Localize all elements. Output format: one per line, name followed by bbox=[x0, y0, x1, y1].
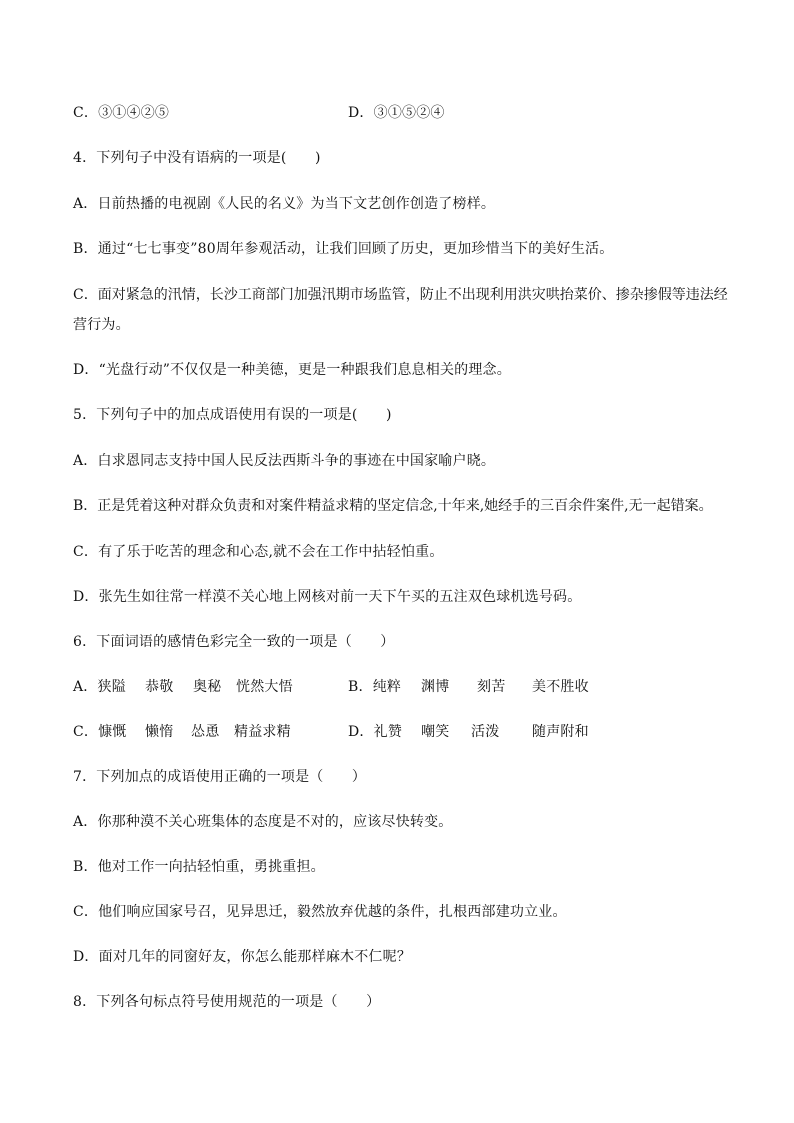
q6-option-b-word4: 美不胜收 bbox=[532, 679, 589, 695]
q6-option-c-word2: 懒惰 bbox=[145, 724, 174, 740]
q6-option-a-word3: 奥秘 bbox=[193, 679, 222, 695]
q6-option-a-word4: 恍然大悟 bbox=[236, 679, 293, 695]
q6-option-d-word4: 随声附和 bbox=[532, 724, 589, 740]
q5-option-c: C．有了乐于吃苦的理念和心态,就不会在工作中拈轻怕重。 bbox=[73, 544, 444, 560]
q7-option-d: D．面对几年的同窗好友，你怎么能那样麻木不仁呢？ bbox=[73, 949, 412, 965]
q6-option-a-word2: 恭敬 bbox=[145, 679, 174, 695]
q6-option-c-label: C．慷慨 bbox=[73, 724, 127, 740]
q4-option-d: D．“光盘行动”不仅仅是一种美德，更是一种跟我们息息相关的理念。 bbox=[73, 362, 511, 378]
q5-option-d: D．张先生如往常一样漠不关心地上网核对前一天下午买的五注双色球机选号码。 bbox=[73, 589, 582, 605]
q6-option-d-word2: 嘲笑 bbox=[421, 724, 450, 740]
q5-option-a: A．白求恩同志支持中国人民反法西斯斗争的事迹在中国家喻户晓。 bbox=[73, 453, 496, 469]
q6-option-d-label: D．礼赞 bbox=[348, 724, 403, 740]
question-6: 6．下面词语的感情色彩完全一致的一项是（ ） bbox=[73, 634, 395, 650]
q7-option-a: A．你那种漠不关心班集体的态度是不对的，应该尽快转变。 bbox=[73, 814, 453, 830]
q3-option-c: C．③①④②⑤ bbox=[73, 105, 170, 121]
q6-option-a-label: A．狭隘 bbox=[73, 679, 126, 695]
q7-option-c: C．他们响应国家号召，见异思迁，毅然放弃优越的条件，扎根西部建功立业。 bbox=[73, 904, 567, 920]
q3-option-d: D．③①⑤②④ bbox=[348, 105, 445, 121]
q6-option-b-word2: 渊博 bbox=[421, 679, 450, 695]
q6-option-b-word3: 刻苦 bbox=[477, 679, 506, 695]
q4-option-c-line2: 营行为。 bbox=[73, 317, 130, 333]
question-8: 8．下列各句标点符号使用规范的一项是（ ） bbox=[73, 994, 381, 1010]
q4-option-a: A．日前热播的电视剧《人民的名义》为当下文艺创作创造了榜样。 bbox=[73, 196, 496, 212]
q6-option-c-word4: 精益求精 bbox=[234, 724, 291, 740]
question-4: 4．下列句子中没有语病的一项是( ) bbox=[73, 150, 321, 166]
q4-option-b: B．通过“七七事变”80周年参观活动，让我们回顾了历史，更加珍惜当下的美好生活。 bbox=[73, 241, 614, 257]
q5-option-b: B．正是凭着这种对群众负责和对案件精益求精的坚定信念,十年来,她经手的三百余件案件,无一起错案。 bbox=[73, 498, 713, 514]
q7-option-b: B．他对工作一向拈轻怕重，勇挑重担。 bbox=[73, 859, 325, 875]
q4-option-c-line1: C．面对紧急的汛情，长沙工商部门加强汛期市场监管，防止不出现利用洪灾哄抬菜价、掺杂掺假等违法经 bbox=[73, 287, 728, 303]
q6-option-d-word3: 活泼 bbox=[471, 724, 500, 740]
q6-option-c-word3: 怂恿 bbox=[191, 724, 220, 740]
q6-option-b-label: B．纯粹 bbox=[348, 679, 402, 695]
question-5: 5．下列句子中的加点成语使用有误的一项是( ) bbox=[73, 407, 392, 423]
question-7: 7．下列加点的成语使用正确的一项是（ ） bbox=[73, 769, 367, 785]
